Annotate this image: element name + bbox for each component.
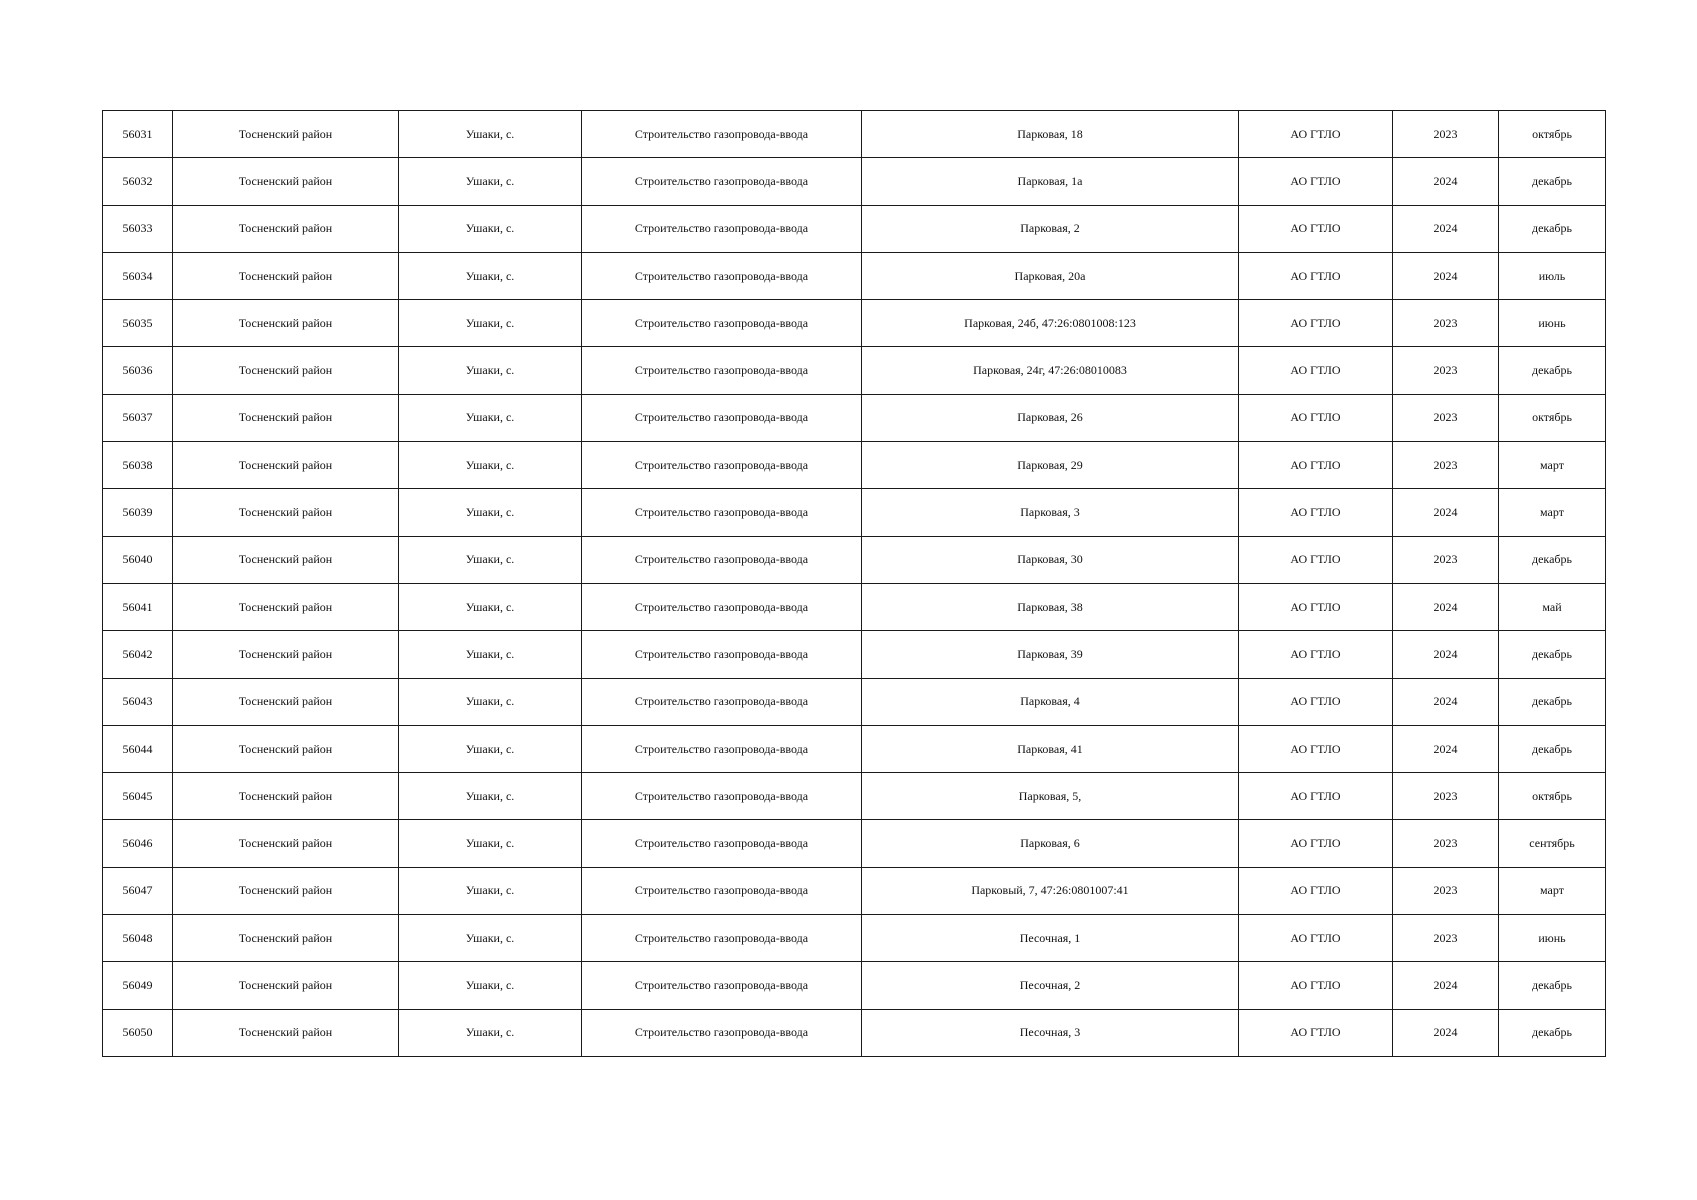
record-id-cell: 56042 [103, 631, 173, 678]
month-cell: март [1499, 442, 1606, 489]
table-row [103, 725, 1606, 772]
month-cell: октябрь [1499, 111, 1606, 158]
year-cell: 2023 [1393, 867, 1499, 914]
record-id-cell: 56034 [103, 252, 173, 299]
table-row [103, 631, 1606, 678]
district-cell: Тосненский район [173, 678, 399, 725]
record-id-cell: 56037 [103, 394, 173, 441]
table-row [103, 536, 1606, 583]
table-row [103, 1009, 1606, 1056]
record-id-cell: 56048 [103, 915, 173, 962]
month-cell: октябрь [1499, 394, 1606, 441]
work-type-cell: Строительство газопровода-ввода [582, 631, 862, 678]
year-cell: 2023 [1393, 773, 1499, 820]
locality-cell: Ушаки, с. [399, 631, 582, 678]
work-type-cell: Строительство газопровода-ввода [582, 158, 862, 205]
district-cell: Тосненский район [173, 347, 399, 394]
address-cell: Парковая, 30 [862, 536, 1239, 583]
work-type-cell: Строительство газопровода-ввода [582, 725, 862, 772]
record-id-cell: 56038 [103, 442, 173, 489]
address-cell: Парковая, 2 [862, 205, 1239, 252]
district-cell: Тосненский район [173, 867, 399, 914]
address-cell: Парковая, 3 [862, 489, 1239, 536]
record-id-cell: 56039 [103, 489, 173, 536]
year-cell: 2023 [1393, 536, 1499, 583]
locality-cell: Ушаки, с. [399, 300, 582, 347]
district-cell: Тосненский район [173, 442, 399, 489]
district-cell: Тосненский район [173, 962, 399, 1009]
record-id-cell: 56045 [103, 773, 173, 820]
address-cell: Парковая, 41 [862, 725, 1239, 772]
locality-cell: Ушаки, с. [399, 252, 582, 299]
locality-cell: Ушаки, с. [399, 725, 582, 772]
month-cell: май [1499, 583, 1606, 630]
address-cell: Парковая, 6 [862, 820, 1239, 867]
district-cell: Тосненский район [173, 300, 399, 347]
month-cell: март [1499, 489, 1606, 536]
address-cell: Парковый, 7, 47:26:0801007:41 [862, 867, 1239, 914]
organization-cell: АО ГТЛО [1239, 158, 1393, 205]
district-cell: Тосненский район [173, 489, 399, 536]
work-type-cell: Строительство газопровода-ввода [582, 1009, 862, 1056]
locality-cell: Ушаки, с. [399, 442, 582, 489]
table-row [103, 678, 1606, 725]
address-cell: Песочная, 2 [862, 962, 1239, 1009]
table-row [103, 773, 1606, 820]
month-cell: декабрь [1499, 725, 1606, 772]
organization-cell: АО ГТЛО [1239, 205, 1393, 252]
locality-cell: Ушаки, с. [399, 1009, 582, 1056]
table-row [103, 915, 1606, 962]
district-cell: Тосненский район [173, 252, 399, 299]
address-cell: Парковая, 1а [862, 158, 1239, 205]
work-type-cell: Строительство газопровода-ввода [582, 442, 862, 489]
district-cell: Тосненский район [173, 583, 399, 630]
address-cell: Парковая, 4 [862, 678, 1239, 725]
table-row [103, 300, 1606, 347]
district-cell: Тосненский район [173, 158, 399, 205]
record-id-cell: 56043 [103, 678, 173, 725]
locality-cell: Ушаки, с. [399, 536, 582, 583]
organization-cell: АО ГТЛО [1239, 725, 1393, 772]
work-type-cell: Строительство газопровода-ввода [582, 489, 862, 536]
month-cell: декабрь [1499, 158, 1606, 205]
organization-cell: АО ГТЛО [1239, 773, 1393, 820]
year-cell: 2023 [1393, 111, 1499, 158]
locality-cell: Ушаки, с. [399, 820, 582, 867]
record-id-cell: 56031 [103, 111, 173, 158]
month-cell: июнь [1499, 300, 1606, 347]
address-cell: Песочная, 3 [862, 1009, 1239, 1056]
month-cell: март [1499, 867, 1606, 914]
organization-cell: АО ГТЛО [1239, 111, 1393, 158]
table-row [103, 158, 1606, 205]
organization-cell: АО ГТЛО [1239, 300, 1393, 347]
year-cell: 2024 [1393, 678, 1499, 725]
district-cell: Тосненский район [173, 725, 399, 772]
address-cell: Песочная, 1 [862, 915, 1239, 962]
work-type-cell: Строительство газопровода-ввода [582, 205, 862, 252]
organization-cell: АО ГТЛО [1239, 583, 1393, 630]
address-cell: Парковая, 5, [862, 773, 1239, 820]
record-id-cell: 56049 [103, 962, 173, 1009]
organization-cell: АО ГТЛО [1239, 1009, 1393, 1056]
district-cell: Тосненский район [173, 536, 399, 583]
work-type-cell: Строительство газопровода-ввода [582, 394, 862, 441]
record-id-cell: 56041 [103, 583, 173, 630]
month-cell: декабрь [1499, 205, 1606, 252]
address-cell: Парковая, 38 [862, 583, 1239, 630]
district-cell: Тосненский район [173, 205, 399, 252]
work-type-cell: Строительство газопровода-ввода [582, 678, 862, 725]
year-cell: 2023 [1393, 820, 1499, 867]
table-row [103, 252, 1606, 299]
locality-cell: Ушаки, с. [399, 915, 582, 962]
organization-cell: АО ГТЛО [1239, 442, 1393, 489]
locality-cell: Ушаки, с. [399, 489, 582, 536]
record-id-cell: 56044 [103, 725, 173, 772]
table-row [103, 347, 1606, 394]
year-cell: 2024 [1393, 631, 1499, 678]
year-cell: 2023 [1393, 394, 1499, 441]
table-row [103, 867, 1606, 914]
organization-cell: АО ГТЛО [1239, 678, 1393, 725]
work-type-cell: Строительство газопровода-ввода [582, 773, 862, 820]
year-cell: 2024 [1393, 158, 1499, 205]
record-id-cell: 56040 [103, 536, 173, 583]
year-cell: 2023 [1393, 915, 1499, 962]
work-type-cell: Строительство газопровода-ввода [582, 111, 862, 158]
work-type-cell: Строительство газопровода-ввода [582, 347, 862, 394]
district-cell: Тосненский район [173, 915, 399, 962]
table-row [103, 489, 1606, 536]
locality-cell: Ушаки, с. [399, 205, 582, 252]
record-id-cell: 56047 [103, 867, 173, 914]
year-cell: 2024 [1393, 489, 1499, 536]
district-cell: Тосненский район [173, 1009, 399, 1056]
month-cell: декабрь [1499, 536, 1606, 583]
record-id-cell: 56046 [103, 820, 173, 867]
work-type-cell: Строительство газопровода-ввода [582, 300, 862, 347]
month-cell: декабрь [1499, 962, 1606, 1009]
work-type-cell: Строительство газопровода-ввода [582, 536, 862, 583]
district-cell: Тосненский район [173, 773, 399, 820]
address-cell: Парковая, 29 [862, 442, 1239, 489]
month-cell: декабрь [1499, 631, 1606, 678]
work-type-cell: Строительство газопровода-ввода [582, 820, 862, 867]
year-cell: 2024 [1393, 252, 1499, 299]
record-id-cell: 56050 [103, 1009, 173, 1056]
month-cell: июль [1499, 252, 1606, 299]
month-cell: июнь [1499, 915, 1606, 962]
year-cell: 2024 [1393, 583, 1499, 630]
district-cell: Тосненский район [173, 111, 399, 158]
organization-cell: АО ГТЛО [1239, 962, 1393, 1009]
table-body [103, 111, 1606, 1057]
month-cell: декабрь [1499, 678, 1606, 725]
organization-cell: АО ГТЛО [1239, 915, 1393, 962]
table-row [103, 442, 1606, 489]
record-id-cell: 56033 [103, 205, 173, 252]
table-row [103, 820, 1606, 867]
work-type-cell: Строительство газопровода-ввода [582, 867, 862, 914]
month-cell: декабрь [1499, 347, 1606, 394]
locality-cell: Ушаки, с. [399, 962, 582, 1009]
year-cell: 2024 [1393, 205, 1499, 252]
year-cell: 2023 [1393, 347, 1499, 394]
table-row [103, 205, 1606, 252]
organization-cell: АО ГТЛО [1239, 867, 1393, 914]
table-row [103, 111, 1606, 158]
year-cell: 2024 [1393, 725, 1499, 772]
table-row [103, 394, 1606, 441]
organization-cell: АО ГТЛО [1239, 347, 1393, 394]
locality-cell: Ушаки, с. [399, 867, 582, 914]
table-row [103, 583, 1606, 630]
table-row [103, 962, 1606, 1009]
organization-cell: АО ГТЛО [1239, 394, 1393, 441]
organization-cell: АО ГТЛО [1239, 820, 1393, 867]
year-cell: 2023 [1393, 300, 1499, 347]
organization-cell: АО ГТЛО [1239, 631, 1393, 678]
district-cell: Тосненский район [173, 394, 399, 441]
record-id-cell: 56035 [103, 300, 173, 347]
year-cell: 2024 [1393, 962, 1499, 1009]
locality-cell: Ушаки, с. [399, 678, 582, 725]
address-cell: Парковая, 26 [862, 394, 1239, 441]
month-cell: октябрь [1499, 773, 1606, 820]
work-type-cell: Строительство газопровода-ввода [582, 915, 862, 962]
address-cell: Парковая, 18 [862, 111, 1239, 158]
address-cell: Парковая, 24б, 47:26:0801008:123 [862, 300, 1239, 347]
organization-cell: АО ГТЛО [1239, 489, 1393, 536]
record-id-cell: 56036 [103, 347, 173, 394]
district-cell: Тосненский район [173, 631, 399, 678]
address-cell: Парковая, 20а [862, 252, 1239, 299]
month-cell: декабрь [1499, 1009, 1606, 1056]
year-cell: 2024 [1393, 1009, 1499, 1056]
year-cell: 2023 [1393, 442, 1499, 489]
address-cell: Парковая, 39 [862, 631, 1239, 678]
record-id-cell: 56032 [103, 158, 173, 205]
gas-pipeline-table [102, 110, 1606, 1057]
locality-cell: Ушаки, с. [399, 111, 582, 158]
work-type-cell: Строительство газопровода-ввода [582, 583, 862, 630]
organization-cell: АО ГТЛО [1239, 252, 1393, 299]
month-cell: сентябрь [1499, 820, 1606, 867]
work-type-cell: Строительство газопровода-ввода [582, 252, 862, 299]
organization-cell: АО ГТЛО [1239, 536, 1393, 583]
locality-cell: Ушаки, с. [399, 773, 582, 820]
locality-cell: Ушаки, с. [399, 583, 582, 630]
locality-cell: Ушаки, с. [399, 394, 582, 441]
locality-cell: Ушаки, с. [399, 158, 582, 205]
address-cell: Парковая, 24г, 47:26:08010083 [862, 347, 1239, 394]
work-type-cell: Строительство газопровода-ввода [582, 962, 862, 1009]
district-cell: Тосненский район [173, 820, 399, 867]
locality-cell: Ушаки, с. [399, 347, 582, 394]
